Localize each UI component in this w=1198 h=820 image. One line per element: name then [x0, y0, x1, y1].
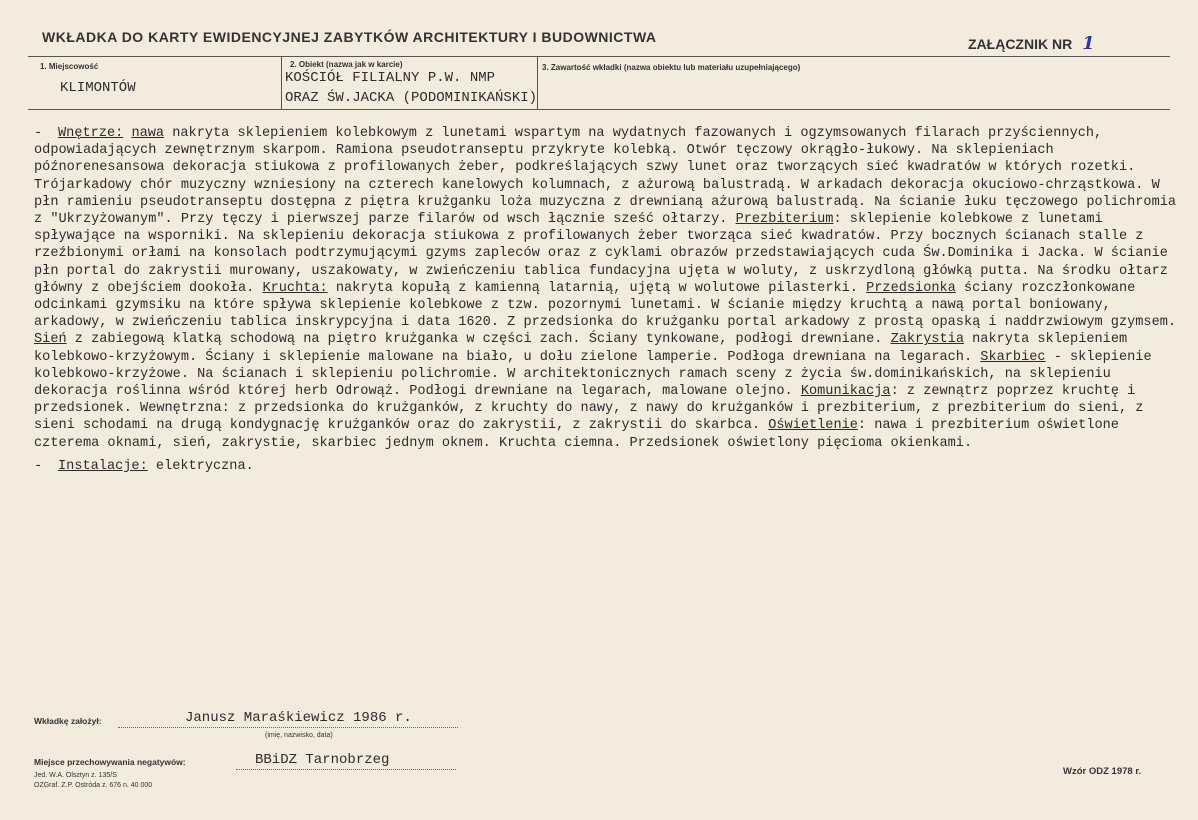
interior-paragraph: [34, 125, 1182, 452]
attachment-number: [968, 33, 1095, 54]
heading-porch: Kruchta:: [262, 280, 328, 296]
object-value-line2: ORAZ ŚW.JACKA (PODOMINIKAŃSKI): [285, 90, 538, 106]
storage-value: BBiDZ Tarnobrzeg: [255, 752, 390, 768]
heading-hall: Sień: [34, 332, 67, 348]
text-porch: nakryta kopułą z kamienną latarnią, ujętą w wolutowe pilasterki.: [327, 280, 867, 296]
template-version: Wzór ODZ 1978 r.: [1063, 766, 1142, 777]
heading-sacristy: Zakrystia: [890, 332, 964, 348]
heading-presbytery: Prezbiterium: [735, 212, 834, 228]
heading-interior: Wnętrze:: [58, 126, 124, 141]
text-hall: z zabiegową klatką schodową na piętro krużganka w części zach. Ściany tynkowane, podłogi drewniane.: [66, 332, 891, 348]
heading-vestibule: Przedsionka: [866, 280, 956, 296]
place-label: 1. Miejscowość: [40, 62, 99, 71]
author-value: Janusz Maraśkiewicz 1986 r.: [185, 710, 412, 726]
object-value-line1: KOŚCIÓŁ FILIALNY P.W. NMP: [285, 70, 496, 86]
print-info-line1: Jed. W.A. Olsztyn z. 135/S: [34, 772, 117, 779]
bullet-dash: -: [34, 126, 43, 141]
table-divider-2: [537, 56, 538, 110]
object-label: 2. Obiekt (nazwa jak w karcie): [290, 60, 403, 69]
author-hint: (imię, nazwisko, data): [265, 732, 333, 739]
text-sacristy: nakryta sklepieniem kolebkowo-krzyżowym. Ściany i sklepienie malowane na biało, u dołu zielone lamperie. Podłoga drewniana na legarach.: [34, 332, 1128, 365]
table-divider-1: [281, 56, 282, 110]
heading-treasury: Skarbiec: [980, 349, 1046, 365]
storage-label: Miejsce przechowywania negatywów:: [34, 757, 186, 767]
attachment-number-value: 1: [1082, 33, 1095, 54]
description-text: [34, 125, 1182, 475]
text-vestibule: ściany rozczłonkowane odcinkami gzymsiku na które spływa sklepienie kolebkowe z tzw. pozornymi lunetami. W ścianie między kruchtą a nawą portal boniowany, arkadowy, w zwieńczeniu tablica inskrypcyjna i data 1620. Z przedsionka do krużganku portal arkadowy z prostą opaską i naddrzwiowym gzymsem.: [34, 280, 1177, 331]
author-label: Wkładkę założył:: [34, 716, 102, 726]
table-bottom-border: [28, 109, 1170, 110]
text-presbytery: : sklepienie kolebkowe z lunetami spływające na wsporniki. Na sklepieniu dekoracja stiukowa z profilowanych żeber tworząca sieć kwadratów. Przy bocznych ścianach stalle z rzeźbionymi orłami na konsolach podtrzymującymi gzyms zapleców oraz z cyklami obrazów przedstawiających cuda Św.Dominika i Jacka. W ścianie płn portal do zakrystii murowany, uszakowaty, w zwieńczeniu tablica fundacyjna ujęta w woluty, z uskrzydloną główką putta. Na środku ołtarz główny z obejściem dookoła.: [34, 212, 1168, 296]
print-info-line2: OZGraf. Z.P. Ostróda z. 676 n. 40 000: [34, 782, 153, 789]
text-treasury: - sklepienie kolebkowo-krzyżowe. Na ścianach i sklepieniu polichromie. W architektonicznych ramach sceny z życia św.dominikańskich, na sklepieniu dekoracja roślinna wśród której herb Odrowąż. Podłogi drewniane na legarach, malowane olejno.: [34, 349, 1152, 400]
heading-communication: Komunikacja: [800, 384, 891, 400]
installations-paragraph: [34, 458, 1182, 475]
storage-dotted-line: [236, 769, 456, 770]
form-title: WKŁADKA DO KARTY EWIDENCYJNEJ ZABYTKÓW ARCHITEKTURY I BUDOWNICTWA: [42, 29, 657, 45]
text-communication: : z zewnątrz poprzez kruchtę i przedsionek. Wewnętrzna: z przedsionka do krużganków, z kruchty do nawy, z nawy do krużganków i prezbiterium, z prezbiterium do sieni, z sieni schodami na drugą kondygnację krużganków oraz do zakrystii, z zakrystii do skarbca.: [34, 384, 1144, 434]
content-label: 3. Zawartość wkładki (nazwa obiektu lub materiału uzupełniającego): [542, 63, 801, 72]
heading-nave: nawa: [131, 126, 165, 141]
text-installations: elektryczna.: [147, 458, 254, 474]
author-dotted-line: [118, 727, 458, 728]
attachment-label: ZAŁĄCZNIK NR: [968, 36, 1073, 52]
heading-lighting: Oświetlenie: [768, 418, 858, 434]
heading-installations: Instalacje:: [58, 458, 148, 474]
place-value: KLIMONTÓW: [60, 80, 136, 96]
text-lighting: : nawa i prezbiterium oświetlone czterema oknami, sień, zakrystie, skarbiec jednym oknem. Kruchta ciemna. Przedsionek oświetlony pięcioma okienkami.: [34, 418, 1119, 451]
text-nave: nakryta sklepieniem kolebkowym z lunetami wspartym na wydatnych fazowanych i ogzymsowanych filarach przyściennych, odpowiadających zewnętrznym skarpom. Ramiona pseudotranseptu przykryte kolebką. Otwór tęczowy okrągło-łukowy. Na sklepieniach późnorenesansowa dekoracja stiukowa z profilowanych żeber, podkreślających szwy lunet oraz tworzących sieć kwadratów w których rozetki. Trójarkadowy chór muzyczny wzniesiony na czterech kanelowych kolumnach, z ażurową balustradą. W arkadach dekoracja okuciowo-chrząstkowa. W płn ramieniu pseudotranseptu dostępna z piętra krużganku loża muzyczna z drewnianą ażurową balustradą. Na ścianie łuku tęczowego polichromia z "Ukrzyżowanym". Przy tęczy i pierwszej parze filarów od wsch łącznie sześć ołtarzy.: [34, 126, 1177, 228]
bullet-dash: -: [34, 458, 43, 474]
table-top-border: [28, 56, 1170, 57]
